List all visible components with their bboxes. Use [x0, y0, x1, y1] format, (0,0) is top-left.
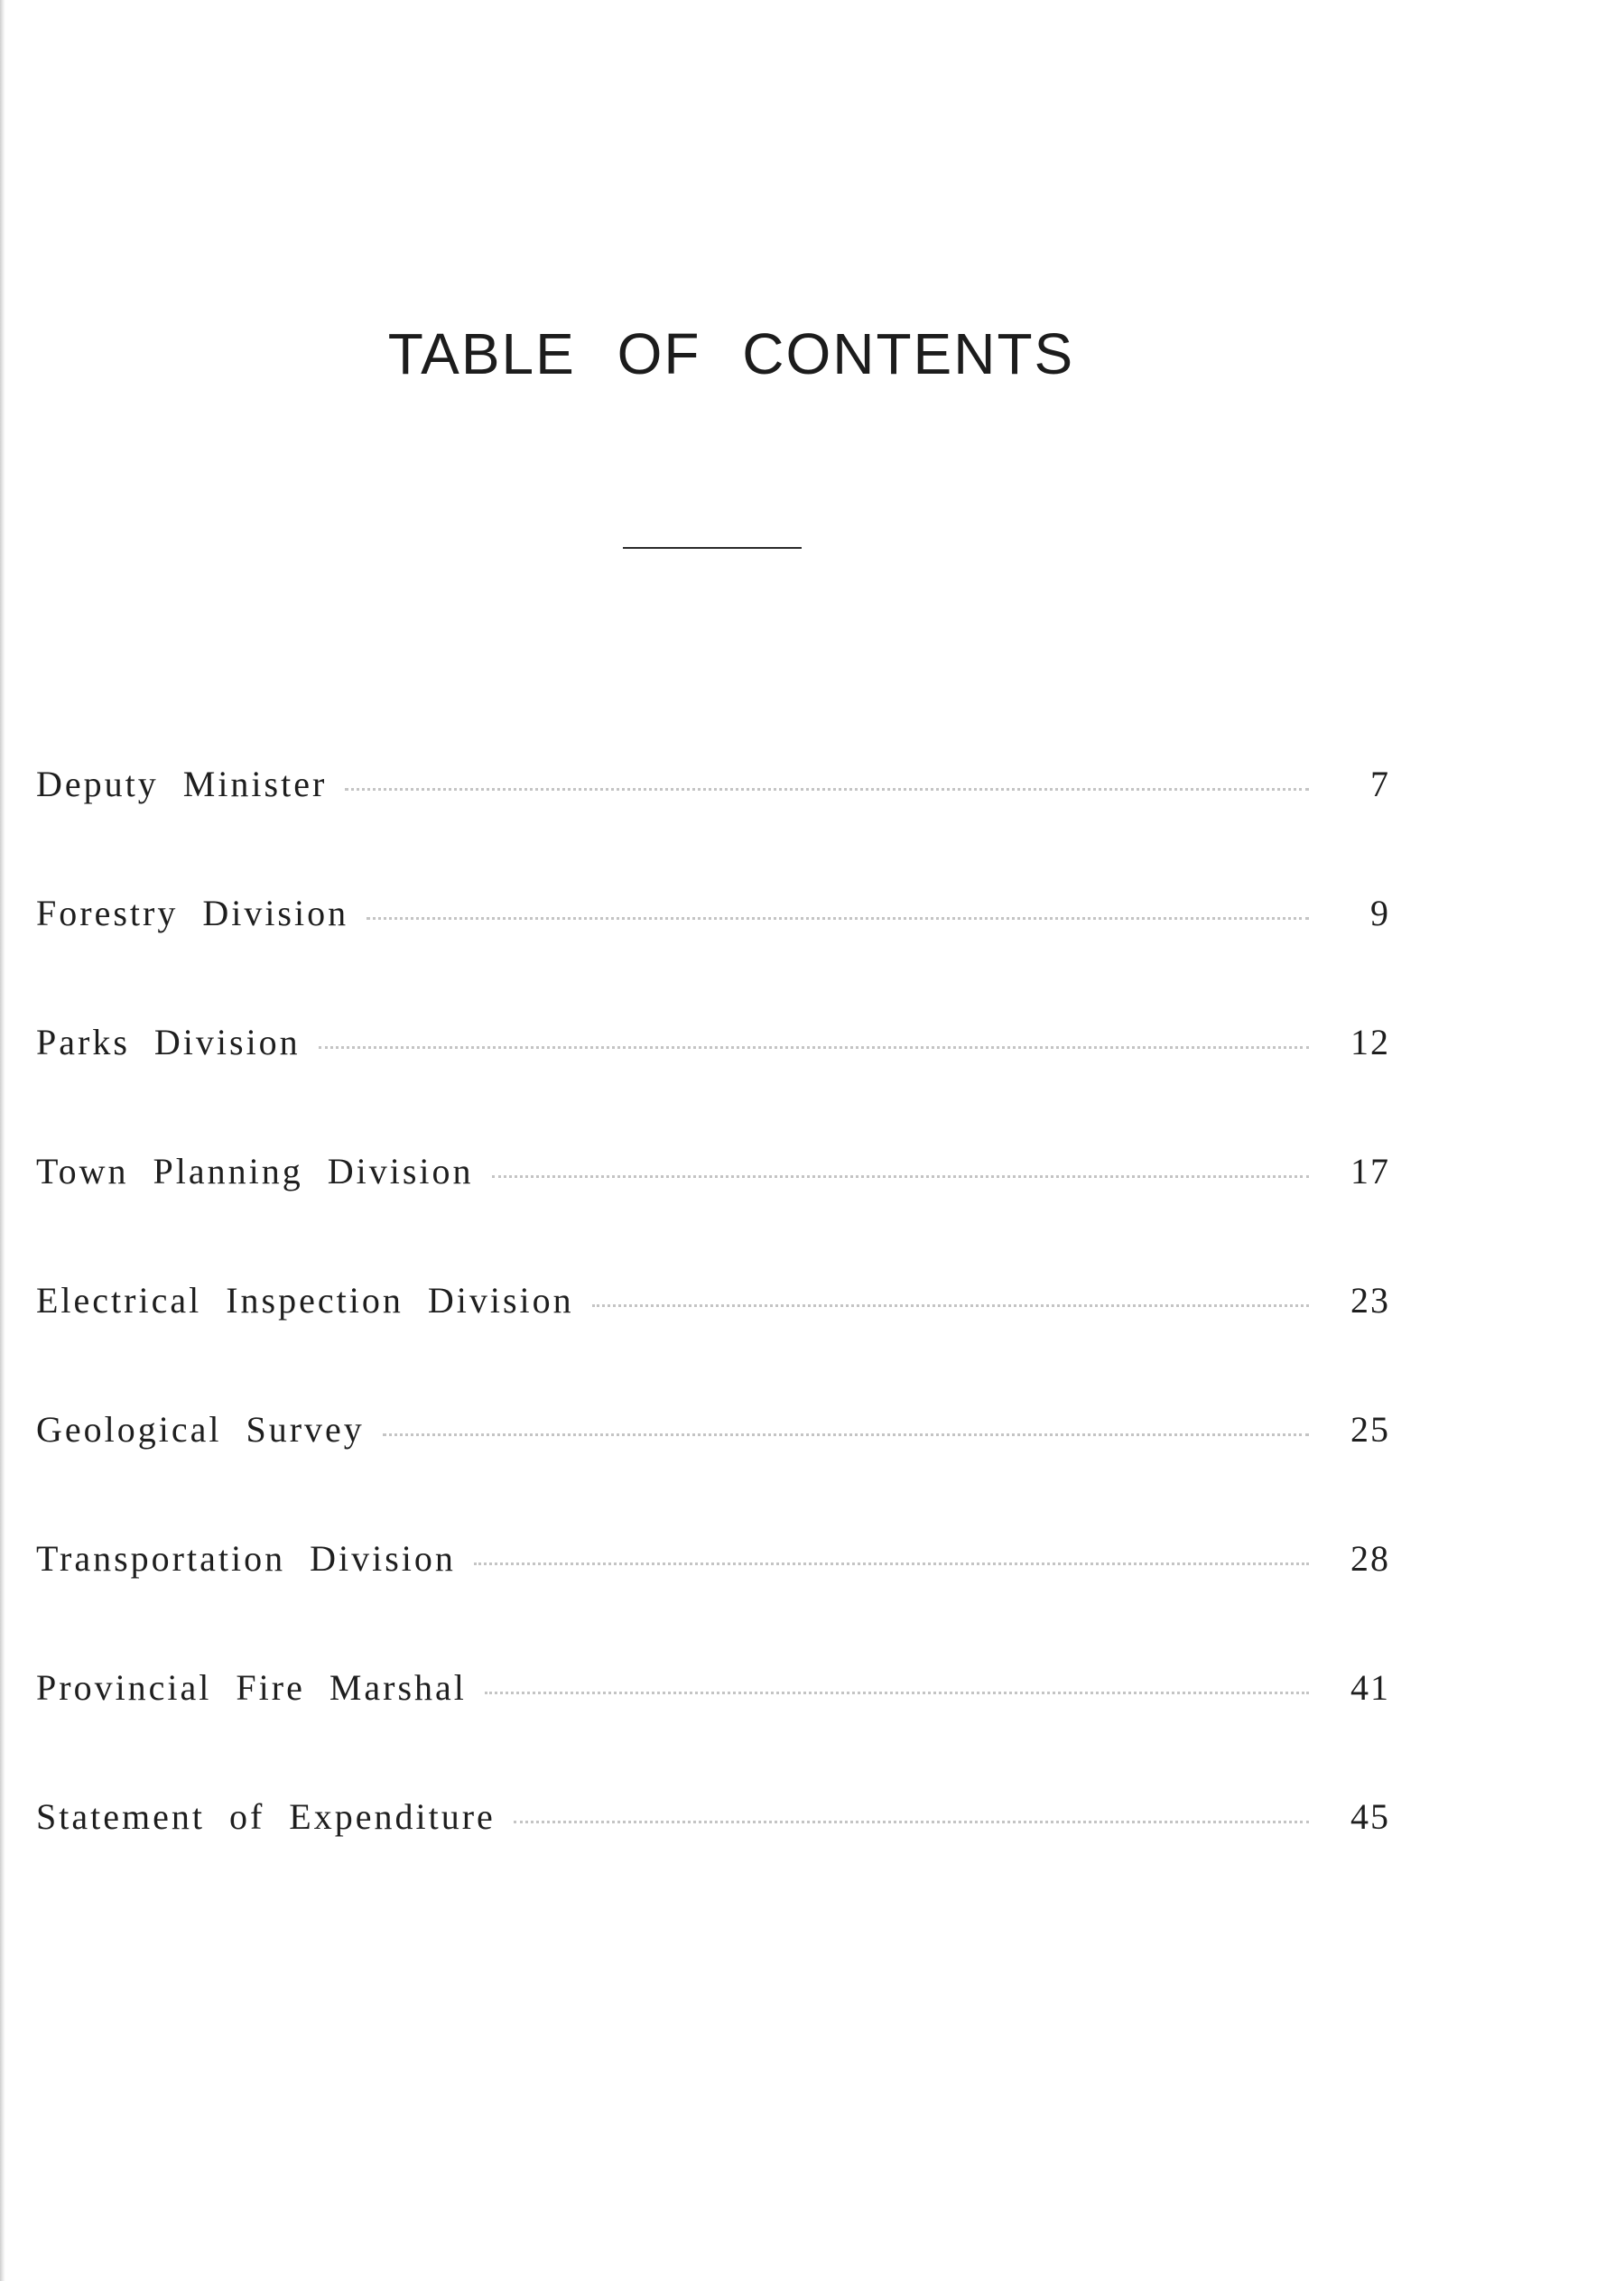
entry-page-number: 7 — [1370, 764, 1390, 804]
toc-entry-electrical-inspection-division — [36, 1279, 1390, 1408]
entry-title: Parks Division — [36, 1022, 301, 1062]
toc-entry-provincial-fire-marshal — [36, 1666, 1390, 1795]
entry-page-number: 23 — [1350, 1280, 1390, 1321]
entry-title: Electrical Inspection Division — [36, 1280, 574, 1321]
title-divider — [623, 547, 802, 549]
entry-title: Provincial Fire Marshal — [36, 1667, 467, 1708]
entry-page-number: 9 — [1370, 893, 1390, 933]
entry-page-number: 41 — [1350, 1667, 1390, 1708]
toc-entry-transportation-division — [36, 1537, 1390, 1666]
entry-title: Town Planning Division — [36, 1151, 474, 1191]
entry-title: Forestry Division — [36, 893, 349, 933]
dot-leader — [492, 1175, 1309, 1178]
entry-page-number: 25 — [1350, 1409, 1390, 1450]
toc-entry-parks-division — [36, 1021, 1390, 1150]
toc-entry-deputy-minister — [36, 763, 1390, 892]
toc-entry-forestry-division — [36, 892, 1390, 1021]
dot-leader — [345, 788, 1309, 791]
toc-entry-geological-survey — [36, 1408, 1390, 1537]
entry-page-number: 28 — [1350, 1538, 1390, 1579]
entry-page-number: 12 — [1350, 1022, 1390, 1062]
dot-leader — [485, 1692, 1309, 1694]
dot-leader — [319, 1046, 1309, 1049]
dot-leader — [383, 1433, 1309, 1436]
entry-page-number: 17 — [1350, 1151, 1390, 1191]
entry-title: Statement of Expenditure — [36, 1796, 496, 1837]
dot-leader — [474, 1562, 1309, 1565]
dot-leader — [514, 1821, 1309, 1823]
entry-title: Deputy Minister — [36, 764, 328, 804]
table-of-contents — [36, 763, 1390, 1924]
toc-entry-statement-of-expenditure — [36, 1795, 1390, 1924]
page-title: TABLE OF CONTENTS — [387, 321, 1075, 386]
dot-leader — [367, 917, 1309, 920]
dot-leader — [592, 1304, 1309, 1307]
toc-entry-town-planning-division — [36, 1150, 1390, 1279]
entry-title: Transportation Division — [36, 1538, 456, 1579]
entry-page-number: 45 — [1350, 1796, 1390, 1837]
entry-title: Geological Survey — [36, 1409, 365, 1450]
